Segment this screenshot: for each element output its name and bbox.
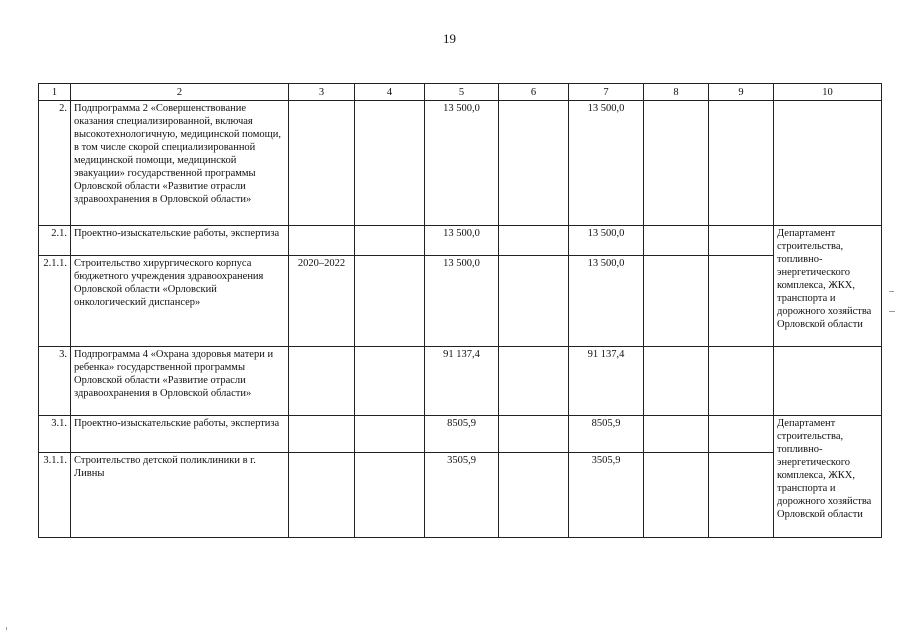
department-cell: Департамент строительства, топливно-энергетического комплекса, ЖКХ, транспорта и дорожного хозяйства Орловской области <box>774 226 882 347</box>
row-number: 3.1.1. <box>39 453 71 538</box>
row-cell-6 <box>499 256 569 347</box>
row-cell-4 <box>355 256 425 347</box>
row-years <box>289 416 355 453</box>
header-cell: 7 <box>569 84 644 101</box>
row-name: Строительство хирургического корпуса бюджетного учреждения здравоохранения Орловской области «Орловский онкологический диспансер» <box>71 256 289 347</box>
row-cell-8 <box>644 416 709 453</box>
header-cell: 8 <box>644 84 709 101</box>
header-cell: 6 <box>499 84 569 101</box>
scan-mark <box>6 627 7 630</box>
table-row <box>39 226 882 256</box>
row-name: Проектно-изыскательские работы, экспертиза <box>71 226 289 256</box>
header-cell: 4 <box>355 84 425 101</box>
row-name: Подпрограмма 2 «Совершенствование оказания специализированной, включая высокотехнологичную, медицинской помощи, в том числе скорой специализированной медицинской помощи, медицинской эвакуации» государственной программы Орловской области «Развитие отрасли здравоохранения в Орловской области» <box>71 101 289 226</box>
row-name: Подпрограмма 4 «Охрана здоровья матери и ребенка» государственной программы Орловской области «Развитие отрасли здравоохранения в Орловской области» <box>71 347 289 416</box>
row-years: 2020–2022 <box>289 256 355 347</box>
row-years <box>289 453 355 538</box>
row-cell-10 <box>774 101 882 226</box>
header-cell: 5 <box>425 84 499 101</box>
department-cell: Департамент строительства, топливно-энергетического комплекса, ЖКХ, транспорта и дорожного хозяйства Орловской области <box>774 416 882 538</box>
row-cell-8 <box>644 101 709 226</box>
program-table <box>38 83 882 538</box>
row-cell-8 <box>644 453 709 538</box>
table-row <box>39 453 882 538</box>
row-years <box>289 226 355 256</box>
table-row <box>39 347 882 416</box>
row-cell-7: 3505,9 <box>569 453 644 538</box>
row-cell-7: 91 137,4 <box>569 347 644 416</box>
row-cell-4 <box>355 347 425 416</box>
row-cell-9 <box>709 347 774 416</box>
row-cell-4 <box>355 101 425 226</box>
row-cell-5: 91 137,4 <box>425 347 499 416</box>
row-cell-8 <box>644 226 709 256</box>
row-cell-8 <box>644 347 709 416</box>
row-cell-4 <box>355 416 425 453</box>
row-cell-5: 8505,9 <box>425 416 499 453</box>
row-cell-10 <box>774 347 882 416</box>
row-cell-9 <box>709 256 774 347</box>
row-cell-7: 13 500,0 <box>569 101 644 226</box>
header-cell: 1 <box>39 84 71 101</box>
header-cell: 3 <box>289 84 355 101</box>
row-cell-5: 13 500,0 <box>425 101 499 226</box>
row-cell-7: 13 500,0 <box>569 226 644 256</box>
scan-mark <box>889 291 894 292</box>
row-years <box>289 101 355 226</box>
row-cell-5: 13 500,0 <box>425 256 499 347</box>
table-row <box>39 256 882 347</box>
row-cell-9 <box>709 101 774 226</box>
row-number: 3. <box>39 347 71 416</box>
row-cell-9 <box>709 416 774 453</box>
row-cell-6 <box>499 416 569 453</box>
row-cell-6 <box>499 101 569 226</box>
header-row <box>39 84 882 101</box>
page-number: 19 <box>443 31 456 46</box>
row-name: Строительство детской поликлиники в г. Ливны <box>71 453 289 538</box>
row-cell-7: 13 500,0 <box>569 256 644 347</box>
table-row <box>39 416 882 453</box>
row-years <box>289 347 355 416</box>
row-cell-6 <box>499 226 569 256</box>
row-name: Проектно-изыскательские работы, экспертиза <box>71 416 289 453</box>
table-row <box>39 101 882 226</box>
row-number: 2.1.1. <box>39 256 71 347</box>
row-number: 2. <box>39 101 71 226</box>
row-cell-9 <box>709 226 774 256</box>
row-cell-8 <box>644 256 709 347</box>
row-cell-5: 3505,9 <box>425 453 499 538</box>
row-cell-4 <box>355 226 425 256</box>
scan-mark <box>889 311 895 312</box>
row-cell-6 <box>499 347 569 416</box>
row-cell-5: 13 500,0 <box>425 226 499 256</box>
row-cell-6 <box>499 453 569 538</box>
header-cell: 2 <box>71 84 289 101</box>
header-cell: 9 <box>709 84 774 101</box>
row-cell-7: 8505,9 <box>569 416 644 453</box>
row-cell-9 <box>709 453 774 538</box>
header-cell: 10 <box>774 84 882 101</box>
row-number: 3.1. <box>39 416 71 453</box>
row-number: 2.1. <box>39 226 71 256</box>
row-cell-4 <box>355 453 425 538</box>
